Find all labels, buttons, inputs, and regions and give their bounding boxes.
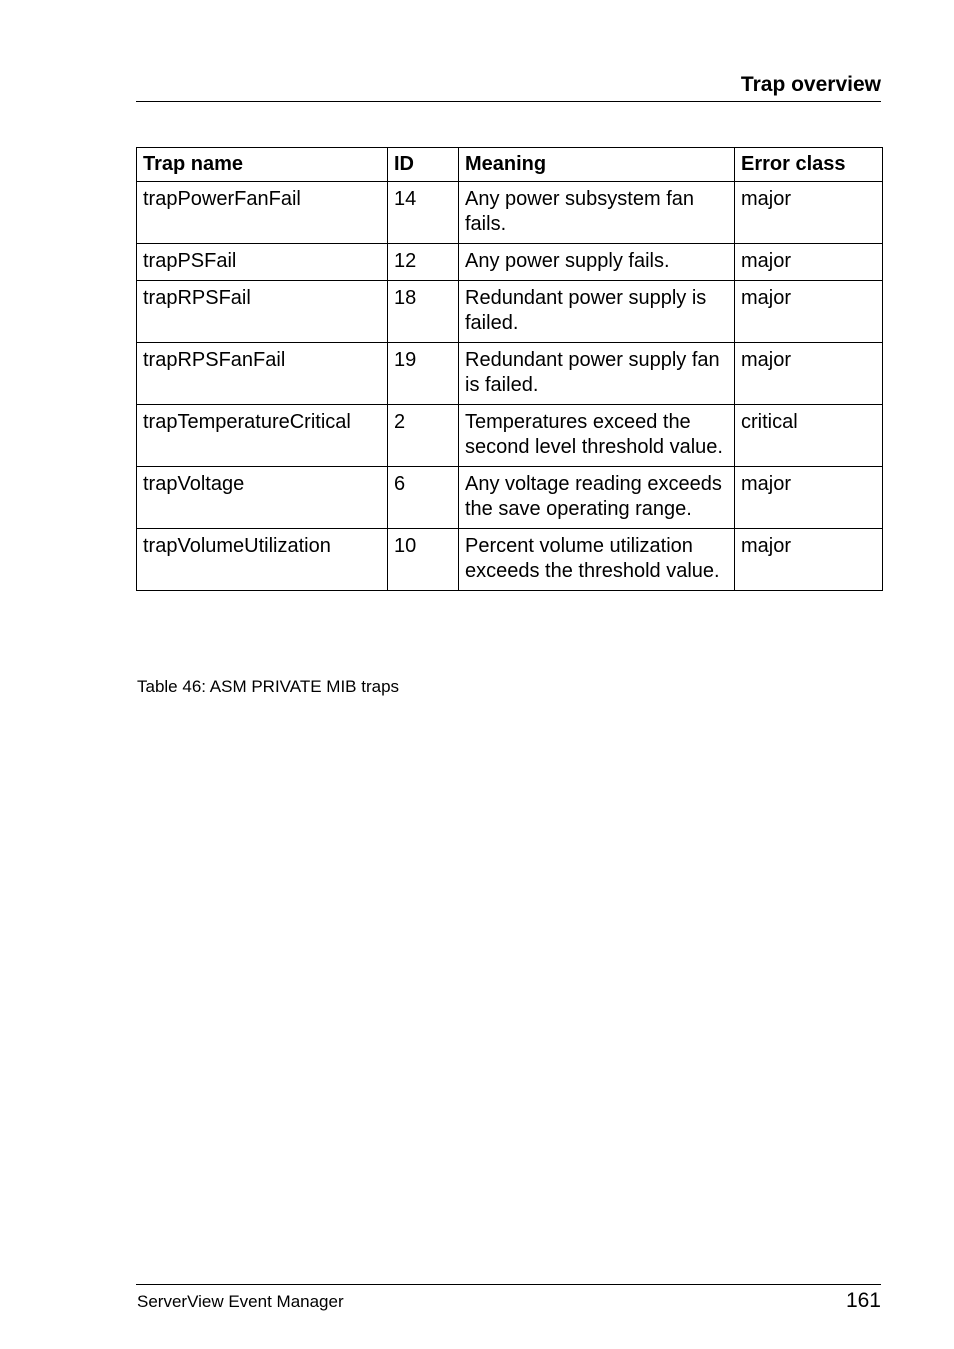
cell-meaning: Redundant power supply is failed. [459, 281, 735, 343]
cell-error-class: major [735, 467, 883, 529]
cell-meaning: Any voltage reading exceeds the save operating range. [459, 467, 735, 529]
cell-error-class: critical [735, 405, 883, 467]
cell-id: 14 [388, 182, 459, 244]
cell-error-class: major [735, 244, 883, 281]
cell-trap-name: trapPSFail [137, 244, 388, 281]
column-header-meaning: Meaning [459, 148, 735, 182]
page-number: 161 [845, 1289, 881, 1312]
cell-meaning: Temperatures exceed the second level threshold value. [459, 405, 735, 467]
table-row [137, 343, 883, 405]
cell-trap-name: trapVoltage [137, 467, 388, 529]
table-row [137, 281, 883, 343]
cell-trap-name: trapVolumeUtilization [137, 529, 388, 591]
footer-divider [136, 1284, 881, 1285]
cell-error-class: major [735, 182, 883, 244]
table-row [137, 244, 883, 281]
footer-product-name: ServerView Event Manager [137, 1292, 344, 1311]
cell-trap-name: trapRPSFail [137, 281, 388, 343]
table-caption: Table 46: ASM PRIVATE MIB traps [137, 677, 400, 696]
cell-id: 10 [388, 529, 459, 591]
column-header-id: ID [388, 148, 459, 182]
trap-table [136, 147, 883, 591]
table-header-row [137, 148, 883, 182]
page-header-title: Trap overview [740, 73, 881, 96]
table-row [137, 405, 883, 467]
cell-error-class: major [735, 529, 883, 591]
cell-trap-name: trapRPSFanFail [137, 343, 388, 405]
cell-error-class: major [735, 343, 883, 405]
cell-trap-name: trapPowerFanFail [137, 182, 388, 244]
column-header-trap-name: Trap name [137, 148, 388, 182]
cell-id: 18 [388, 281, 459, 343]
cell-trap-name: trapTemperatureCritical [137, 405, 388, 467]
cell-meaning: Redundant power supply fan is failed. [459, 343, 735, 405]
cell-error-class: major [735, 281, 883, 343]
cell-id: 12 [388, 244, 459, 281]
column-header-error-class: Error class [735, 148, 883, 182]
cell-meaning: Percent volume utilization exceeds the threshold value. [459, 529, 735, 591]
cell-meaning: Any power supply fails. [459, 244, 735, 281]
cell-id: 19 [388, 343, 459, 405]
cell-meaning: Any power subsystem fan fails. [459, 182, 735, 244]
table-row [137, 182, 883, 244]
table-row [137, 467, 883, 529]
table-row [137, 529, 883, 591]
header-divider [136, 101, 881, 102]
cell-id: 2 [388, 405, 459, 467]
cell-id: 6 [388, 467, 459, 529]
